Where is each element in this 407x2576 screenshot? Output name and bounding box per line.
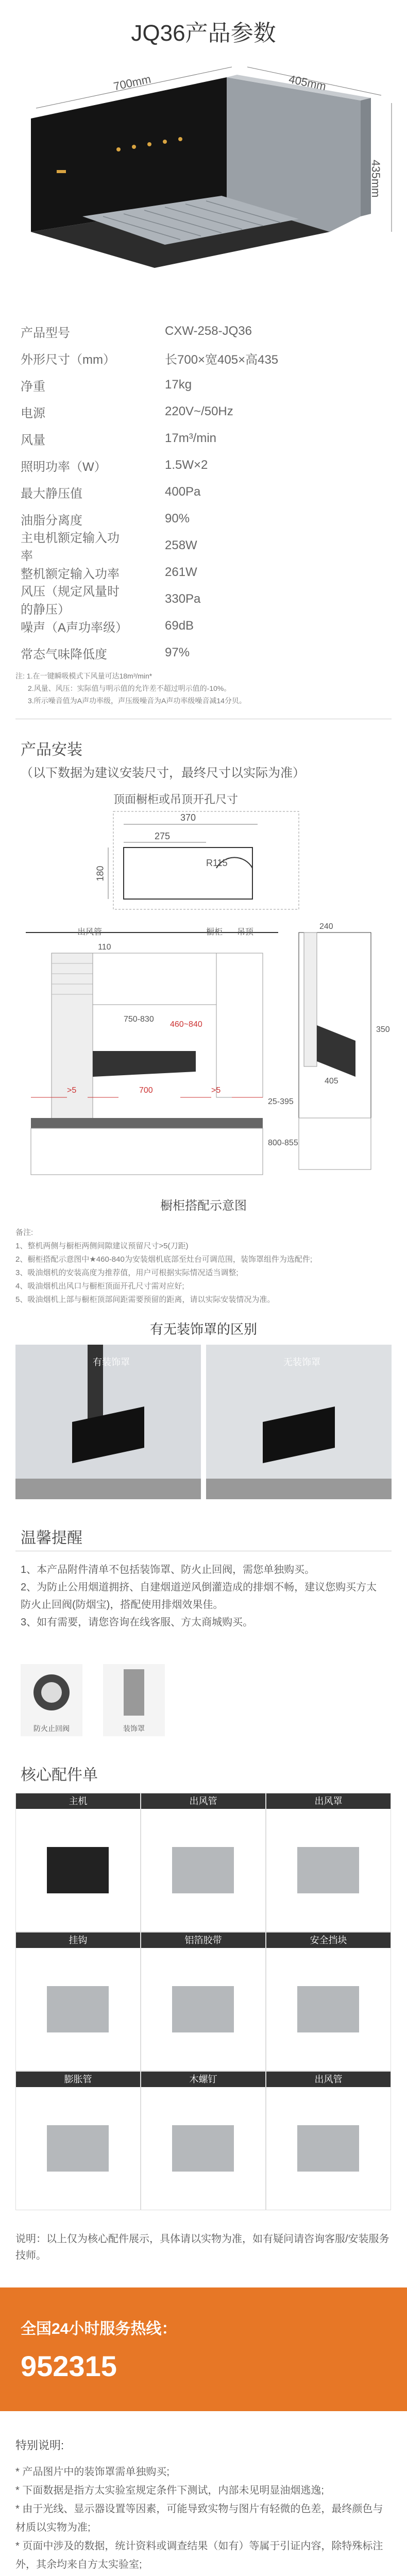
dimension-width-label: 405mm [287,72,328,93]
accessory-image [16,2089,140,2208]
accessory-cell [15,1793,141,1932]
special-item: * 下面数据是指方太实验室规定条件下测试，内部未见明显油烟逃逸; [15,2485,324,2496]
dim-275: 275 [155,831,171,841]
accessory-image [16,1950,140,2069]
spec-value: 97% [165,646,190,659]
accessory-name: 出风管 [141,1793,265,1809]
accessory-name: 主机 [16,1793,140,1809]
spec-row [21,614,386,638]
tip-item: 3、如有需要，请您咨询在线客服、方太商城购买。 [21,1617,253,1628]
tips-list [21,1561,386,1631]
spec-row [21,453,386,477]
accessory-image [16,1811,140,1929]
top-cutout-title: 顶面橱柜或吊顶开孔尺寸 [113,793,239,806]
dim-405: 405 [325,1077,338,1086]
special-item [15,2574,392,2576]
hood-drawing [0,46,407,283]
spec-key: 照明功率（W） [21,460,107,474]
spec-key: 常态气味降低度 [21,647,107,662]
accessory-cell [266,1932,391,2071]
spec-value: 长700×宽405×高435 [165,352,279,367]
spec-value: 258W [165,538,197,552]
fire-valve-image [21,1664,82,1736]
accessory-image [141,1950,265,2069]
spec-value: 261W [165,565,197,579]
install-note: 3、吸油烟机的安装高度为推荐值，用户可根据实际情况适当调整; [15,1268,239,1277]
spec-value: 400Pa [165,485,201,499]
accessory-cell [141,1793,266,1932]
accessory-name: 出风管 [266,2072,391,2087]
accessory-name: 膨胀管 [16,2072,140,2087]
label-outlet: 出风管 [77,928,103,937]
accessory-name: 出风罩 [266,1793,391,1809]
spec-note: 注: 1.在一键瞬吸模式下风量可达18m³/min* [15,672,152,680]
install-note: 4、吸油烟机出风口与橱柜顶面开孔尺寸需对应好; [15,1282,184,1291]
hood-dimension-illustration [0,46,407,283]
tip-item: 1、本产品附件清单不包括装饰罩、防火止回阀，需您单独购买。 [21,1564,315,1575]
cabinet-drawing [0,922,407,1180]
accessory-cell [266,1793,391,1932]
with-cover-image [15,1345,201,1499]
install-note: 备注: [15,1228,33,1237]
accessories-title: 核心配件单 [21,1767,98,1784]
spec-row [21,319,386,343]
spec-key: 风压（规定风量时的静压） [21,585,120,617]
spec-key: 风量 [21,433,45,447]
spec-value: 90% [165,512,190,526]
spec-key: 整机额定输入功率 [21,567,120,581]
dim-370: 370 [180,812,196,823]
dim-240: 240 [319,922,333,931]
dim-gt5-left: >5 [67,1086,77,1095]
page-title: JQ36产品参数 [131,21,276,46]
compare-images [0,1345,407,1499]
spec-row [21,480,386,504]
accessory-name: 挂钩 [16,1933,140,1948]
dim-460: 460~840 [170,1020,202,1029]
fire-valve-label: 防火止回阀 [33,1724,70,1733]
spec-value: 69dB [165,619,194,633]
spec-row [21,585,386,617]
spec-value: 330Pa [165,592,201,606]
service-banner [0,2287,407,2411]
decor-cover-image [103,1664,165,1736]
spec-row [21,641,386,665]
accessory-name: 铝箔胶带 [141,1933,265,1948]
install-note: 1、整机两侧与橱柜两侧间隙建议预留尺寸>5(刀距) [15,1242,189,1250]
spec-value: 17m³/min [165,431,217,445]
spec-row [21,531,386,563]
special-item: * 页面中涉及的数据，统计资料或调查结果（如有）等属于引证内容，除特殊标注外，其余均来自方太实验室; [15,2540,383,2570]
compare-title: 有无装饰罩的区别 [149,1321,257,1337]
spec-note: 2.风量、风压：实际值与明示值的允许差不超过明示值的-10%。 [28,684,231,692]
service-label: 全国24小时服务热线： [21,2320,177,2337]
dim-180: 180 [95,866,106,882]
dim-395: 25-395 [268,1097,294,1106]
install-note: 2、橱柜搭配示意图中★460-840为安装烟机底部至灶台可调范围，装饰罩组件为选配件; [15,1255,313,1264]
spec-row [21,346,386,370]
cabinet-caption: 橱柜搭配示意图 [160,1199,247,1213]
spec-row [21,373,386,397]
accessory-cell [141,2071,266,2210]
install-note: 5、吸油烟机上部与橱柜顶部间距需要预留的距离，请以实际安装情况为准。 [15,1295,275,1304]
accessory-name: 安全挡块 [266,1933,391,1948]
accessory-cell [15,1932,141,2071]
accessory-image [266,2089,391,2208]
spec-note: 3.所示噪音值为A声功率级，声压级噪音为A声功率级噪音减14分贝。 [28,697,246,705]
dimension-depth-label: 700mm [112,72,152,93]
accessory-image [141,1811,265,1929]
label-110: 110 [98,943,111,952]
install-notes [15,1226,392,1307]
install-subtitle: （以下数据为建议安装尺寸，最终尺寸以实际为准） [21,766,305,780]
dimension-height-label: 435mm [369,160,382,198]
service-phone[interactable]: 952315 [21,2350,117,2382]
special-list [15,2463,392,2576]
dim-r115: R115 [206,858,228,868]
tip-item: 2、为防止公用烟道拥挤、自建烟道逆风倒灌造成的排烟不畅，建议您购买方太防火止回阀(防烟宝)，搭配使用排烟效果佳。 [21,1582,377,1611]
spec-notes [15,670,392,707]
spec-key: 产品型号 [21,326,70,340]
spec-key: 噪声（A声功率级） [21,620,128,635]
accessory-name: 木螺钉 [141,2072,265,2087]
spec-key: 主电机额定输入功率 [21,531,120,563]
dim-700: 700 [139,1086,153,1095]
spec-key: 外形尺寸（mm） [21,352,115,367]
label-ceiling: 吊顶 [237,928,254,937]
spec-value: 1.5W×2 [165,458,208,472]
tips-title: 温馨提醒 [21,1530,82,1547]
spec-value: 17kg [165,378,192,392]
spec-key: 净重 [21,379,45,394]
accessory-cell [15,2071,141,2210]
accessory-image [266,1811,391,1929]
accessories-note: 说明：以上仅为核心配件展示，具体请以实物为准，如有疑问请咨询客服/安装服务技师。 [15,2233,389,2261]
spec-key: 电源 [21,406,45,420]
special-item: * 产品图片中的装饰罩需单独购买; [15,2466,169,2478]
without-cover-image [206,1345,392,1499]
special-title: 特别说明: [15,2439,64,2452]
accessory-cell [266,2071,391,2210]
spec-row [21,427,386,450]
dim-800: 800-855 [268,1139,298,1147]
spec-key: 油脂分离度 [21,513,82,528]
decor-cover-label: 装饰罩 [123,1724,145,1733]
accessory-image [141,2089,265,2208]
label-cabinet: 橱柜 [206,928,223,937]
dim-750: 750-830 [124,1015,154,1024]
spec-row [21,400,386,423]
dim-gt5-right: >5 [211,1086,221,1095]
spec-key: 最大静压值 [21,486,82,501]
top-cutout-diagram [0,786,407,914]
special-item: * 由于光线、显示器设置等因素，可能导致实物与图片有轻微的色差，最终颜色与材质以实物为准; [15,2503,383,2533]
accessory-cell [141,1932,266,2071]
accessory-image [266,1950,391,2069]
spec-value: 220V~/50Hz [165,404,233,418]
without-cover-label: 无装饰罩 [283,1357,320,1367]
install-title: 产品安装 [21,741,82,758]
dim-350: 350 [376,1025,390,1034]
spec-value: CXW-258-JQ36 [165,324,252,338]
with-cover-label: 有装饰罩 [93,1357,130,1367]
cabinet-diagram [0,922,407,1180]
